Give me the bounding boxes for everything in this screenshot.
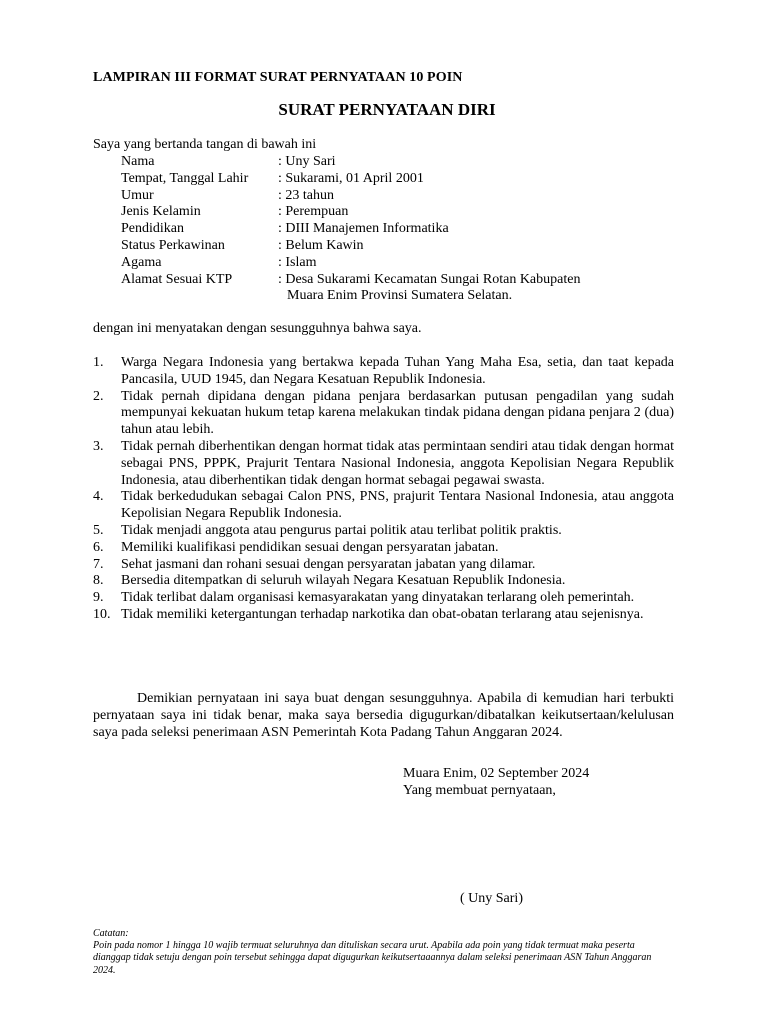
point-number: 9. (93, 590, 104, 606)
point-text: Tidak pernah dipidana dengan pidana penjara berdasarkan putusan pengadilan yang sudah mempunyai kekuatan hukum tetap karena melakukan tindak pidana dengan pidana penjara 2 (dua) tahun atau lebih. (121, 388, 674, 438)
address-line-1: : Desa Sukarami Kecamatan Sungai Rotan Kabupaten (278, 271, 581, 287)
point-text: Tidak terlibat dalam organisasi kemasyarakatan yang dinyatakan terlarang oleh pemerintah. (121, 590, 635, 606)
footnote-heading: Catatan: (93, 928, 129, 939)
point-number: 2. (93, 388, 104, 404)
point-text: Tidak berkedudukan sebagai Calon PNS, PNS, prajurit Tentara Nasional Indonesia, atau anggota Kepolisian Negara Republik Indonesia. (121, 489, 674, 522)
identity-value: : Perempuan (278, 204, 349, 220)
list-item (93, 355, 674, 389)
identity-row-jenis-kelamin (121, 204, 681, 221)
list-item (93, 540, 674, 557)
point-number: 10. (93, 606, 111, 622)
point-text: Sehat jasmani dan rohani sesuai dengan persyaratan jabatan yang dilamar. (121, 556, 536, 572)
point-number: 1. (93, 355, 104, 370)
attachment-heading: LAMPIRAN III FORMAT SURAT PERNYATAAN 10 POIN (93, 70, 463, 85)
signature-block (403, 765, 589, 799)
place-date: Muara Enim, 02 September 2024 (403, 766, 590, 781)
point-number: 8. (93, 573, 104, 589)
list-item (93, 439, 674, 489)
list-item (93, 489, 674, 523)
identity-label: Tempat, Tanggal Lahir (121, 170, 249, 186)
statement-points-list (93, 355, 674, 624)
address-line-2: Muara Enim Provinsi Sumatera Selatan. (287, 288, 513, 304)
point-number: 4. (93, 489, 104, 505)
point-text: Bersedia ditempatkan di seluruh wilayah Negara Kesatuan Republik Indonesia. (121, 573, 566, 589)
identity-row-agama (121, 255, 681, 272)
intro-text: Saya yang bertanda tangan di bawah ini (93, 137, 317, 152)
point-number: 5. (93, 522, 104, 538)
identity-row-ttl (121, 171, 681, 188)
list-item (93, 557, 674, 574)
identity-value: : Belum Kawin (278, 237, 364, 253)
footnote-text: Poin pada nomor 1 hingga 10 wajib termuat seluruhnya dan dituliskan secara urut. Apabila ada poin yang tidak termuat maka peserta dianggap tidak setuju dengan poin tersebut sehingga dapat digugurkan keikutsertaaannya dalam seleksi penerimaan ASN Tahun Anggaran 2024. (93, 940, 652, 976)
identity-row-nama (121, 154, 681, 171)
document-title: SURAT PERNYATAAN DIRI (278, 100, 496, 119)
list-item (93, 573, 674, 590)
point-text: Warga Negara Indonesia yang bertakwa kepada Tuhan Yang Maha Esa, setia, dan taat kepada Pancasila, UUD 1945, dan Negara Kesatuan Republik Indonesia. (121, 355, 674, 387)
point-text: Tidak pernah diberhentikan dengan hormat tidak atas permintaan sendiri atau tidak dengan hormat sebagai PNS, PPPK, Prajurit Tentara Nasional Indonesia, anggota Kepolisian Negara Republik Indonesia, atau diberhentikan tidak dengan hormat sebagai pegawai swasta. (121, 438, 674, 488)
identity-label: Alamat Sesuai KTP (121, 271, 233, 287)
footnote (93, 928, 663, 977)
identity-row-alamat (121, 272, 681, 306)
identity-value: : Uny Sari (278, 154, 336, 169)
point-number: 6. (93, 539, 104, 555)
identity-value: : Islam (278, 254, 317, 270)
identity-block (121, 154, 681, 305)
signer-name: ( Uny Sari) (460, 891, 523, 906)
point-number: 7. (93, 556, 104, 572)
closing-paragraph: Demikian pernyataan ini saya buat dengan sesungguhnya. Apabila di kemudian hari terbukti pernyataan saya ini tidak benar, maka saya bersedia digugurkan/dibatalkan keikutsertaan/kelulusan saya pada seleksi penerimaan ASN Pemerintah Kota Padang Tahun Anggaran 2024. (93, 691, 674, 740)
list-item (93, 523, 674, 540)
identity-label: Jenis Kelamin (121, 204, 201, 220)
identity-row-umur (121, 188, 681, 205)
list-item (93, 389, 674, 439)
list-item (93, 607, 674, 624)
signature-caption: Yang membuat pernyataan, (403, 783, 556, 798)
identity-value: : DIII Manajemen Informatika (278, 221, 449, 237)
point-text: Tidak memiliki ketergantungan terhadap narkotika dan obat-obatan terlarang atau sejenisnya. (121, 606, 644, 622)
point-text: Memiliki kualifikasi pendidikan sesuai dengan persyaratan jabatan. (121, 539, 499, 555)
identity-row-pendidikan (121, 221, 681, 238)
identity-label: Nama (121, 154, 155, 169)
identity-label: Agama (121, 254, 162, 270)
identity-label: Umur (121, 187, 154, 203)
identity-label: Status Perkawinan (121, 237, 225, 253)
point-text: Tidak menjadi anggota atau pengurus partai politik atau terlibat politik praktis. (121, 522, 562, 538)
identity-value: : Sukarami, 01 April 2001 (278, 170, 424, 186)
identity-row-status (121, 238, 681, 255)
list-item (93, 590, 674, 607)
point-number: 3. (93, 438, 104, 454)
identity-value-address (278, 272, 681, 306)
identity-label: Pendidikan (121, 221, 184, 237)
identity-value: : 23 tahun (278, 187, 334, 203)
statement-text: dengan ini menyatakan dengan sesungguhnya bahwa saya. (93, 321, 422, 336)
